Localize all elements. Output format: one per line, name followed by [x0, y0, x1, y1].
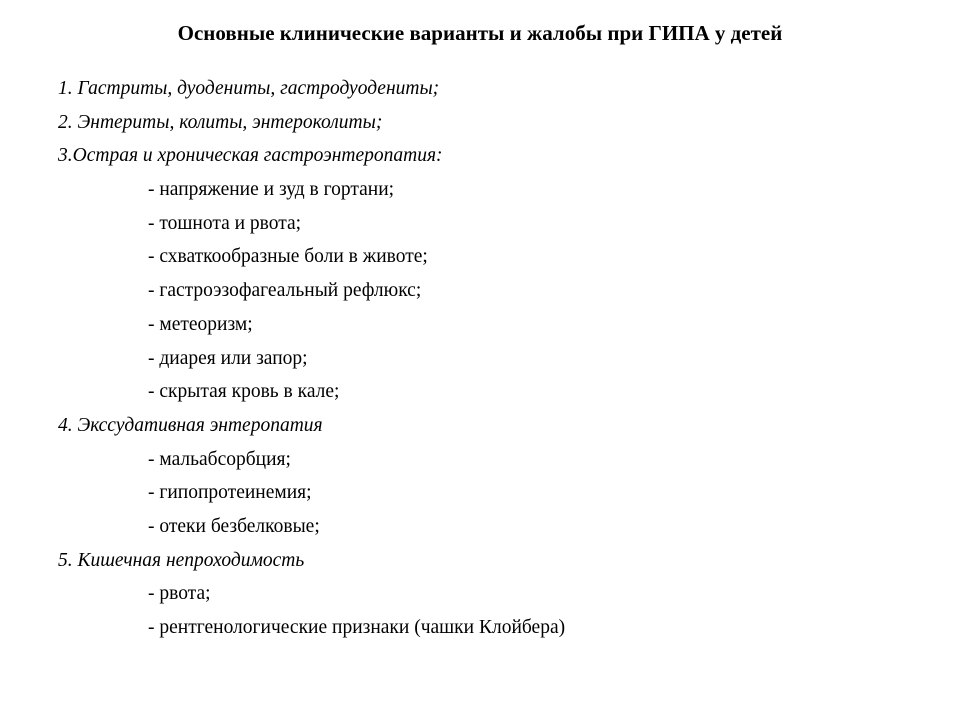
list-item: - отеки безбелковые;: [148, 515, 320, 537]
page-title: Основные клинические варианты и жалобы при ГИПА у детей: [177, 21, 783, 45]
variants-list: [58, 72, 918, 645]
list-item: - схваткообразные боли в животе;: [148, 246, 428, 268]
list-item: - рентгенологические признаки (чашки Клойбера): [148, 617, 566, 638]
list-heading-intestinal-obstruction: 5. Кишечная непроходимость: [58, 549, 305, 571]
list-item: - тошнота и рвота;: [148, 212, 302, 234]
list-item: - напряжение и зуд в гортани;: [148, 179, 395, 201]
list-item: - скрытая кровь в кале;: [148, 381, 340, 403]
list-item: - гастроэзофагеальный рефлюкс;: [148, 280, 422, 302]
list-heading-gastroenteropathy: 3.Острая и хроническая гастроэнтеропатия:: [58, 145, 443, 167]
list-heading-exudative-enteropathy: 4. Экссудативная энтеропатия: [58, 414, 323, 436]
list-heading-gastritis: 1. Гастриты, дуодениты, гастродуодениты;: [58, 78, 440, 99]
list-heading-enteritis: 2. Энтериты, колиты, энтероколиты;: [58, 111, 383, 133]
list-item: - мальабсорбция;: [148, 448, 291, 470]
list-item: - рвота;: [148, 583, 211, 605]
list-item: - гипопротеинемия;: [148, 482, 312, 504]
list-item: - диарея или запор;: [148, 347, 308, 369]
list-item: - метеоризм;: [148, 313, 253, 335]
